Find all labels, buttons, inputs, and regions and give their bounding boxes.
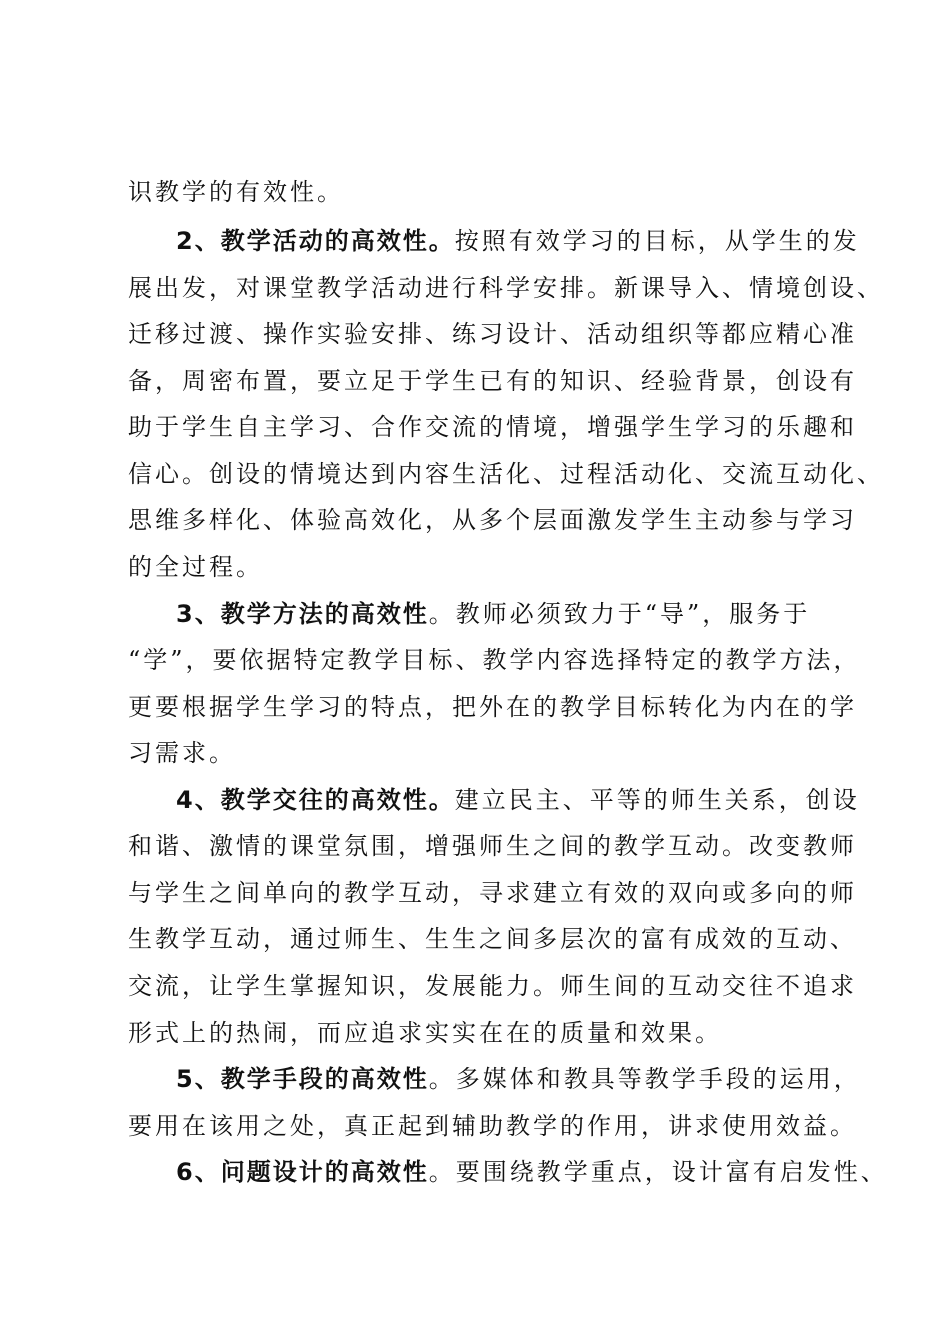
line-text: 生教学互动，通过师生、生生之间多层次的富有成效的互动、: [128, 925, 857, 953]
text-line: [128, 359, 857, 403]
line-text: 。教师必须致力于“导”，服务于: [428, 600, 811, 628]
text-line: [128, 405, 857, 449]
text-line: [176, 778, 860, 822]
line-text: 交流，让学生掌握知识，发展能力。师生间的互动交往不追求: [128, 972, 857, 1000]
line-text: 形式上的热闹，而应追求实实在在的质量和效果。: [128, 1019, 722, 1047]
line-text: 。多媒体和教具等教学手段的运用，: [428, 1065, 861, 1093]
text-line: [176, 219, 860, 263]
line-text: 思维多样化、体验高效化，从多个层面激发学生主动参与学习: [128, 506, 857, 534]
line-text: 与学生之间单向的教学互动，寻求建立有效的双向或多向的师: [128, 879, 857, 907]
text-line: [128, 452, 884, 496]
text-line: [128, 545, 844, 589]
text-line: [128, 1104, 857, 1148]
section-heading: 6、问题设计的高效性: [176, 1158, 429, 1186]
text-line: [128, 824, 857, 868]
line-text: 和谐、激情的课堂氛围，增强师生之间的教学互动。改变教师: [128, 832, 857, 860]
section-heading: 3、教学方法的高效性: [176, 600, 429, 628]
text-line: [128, 871, 857, 915]
line-text: 助于学生自主学习、合作交流的情境，增强学生学习的乐趣和: [128, 413, 857, 441]
line-text: 备，周密布置，要立足于学生已有的知识、经验背景，创设有: [128, 367, 857, 395]
text-line: [176, 1057, 861, 1101]
section-heading: 4、教学交往的高效性。: [176, 786, 455, 814]
text-line: [128, 312, 857, 356]
text-line: [128, 917, 857, 961]
line-text: 按照有效学习的目标，从学生的发: [454, 227, 860, 255]
line-text: 识教学的有效性。: [128, 178, 344, 206]
line-text: 。要围绕教学重点，设计富有启发性、: [428, 1158, 888, 1186]
line-text: “学”，要依据特定教学目标、教学内容选择特定的教学方法，: [128, 646, 861, 674]
text-line: [128, 266, 884, 310]
line-text: 习需求。: [128, 739, 236, 767]
text-line: [128, 731, 844, 775]
text-line: [176, 592, 844, 636]
line-text: 建立民主、平等的师生关系，创设: [454, 786, 860, 814]
section-heading: 2、教学活动的高效性。: [176, 227, 455, 255]
line-text: 的全过程。: [128, 553, 263, 581]
text-line: [128, 498, 857, 542]
line-text: 更要根据学生学习的特点，把外在的教学目标转化为内在的学: [128, 693, 857, 721]
section-heading: 5、教学手段的高效性: [176, 1065, 429, 1093]
text-line: [128, 170, 844, 214]
text-line: [128, 1011, 844, 1055]
text-line: [128, 964, 857, 1008]
text-line: [128, 638, 861, 682]
line-text: 迁移过渡、操作实验安排、练习设计、活动组织等都应精心准: [128, 320, 857, 348]
line-text: 展出发，对课堂教学活动进行科学安排。新课导入、情境创设、: [128, 274, 884, 302]
line-text: 信心。创设的情境达到内容生活化、过程活动化、交流互动化、: [128, 460, 884, 488]
text-line: [128, 685, 857, 729]
text-line: [176, 1150, 888, 1194]
line-text: 要用在该用之处，真正起到辅助教学的作用，讲求使用效益。: [128, 1112, 857, 1140]
